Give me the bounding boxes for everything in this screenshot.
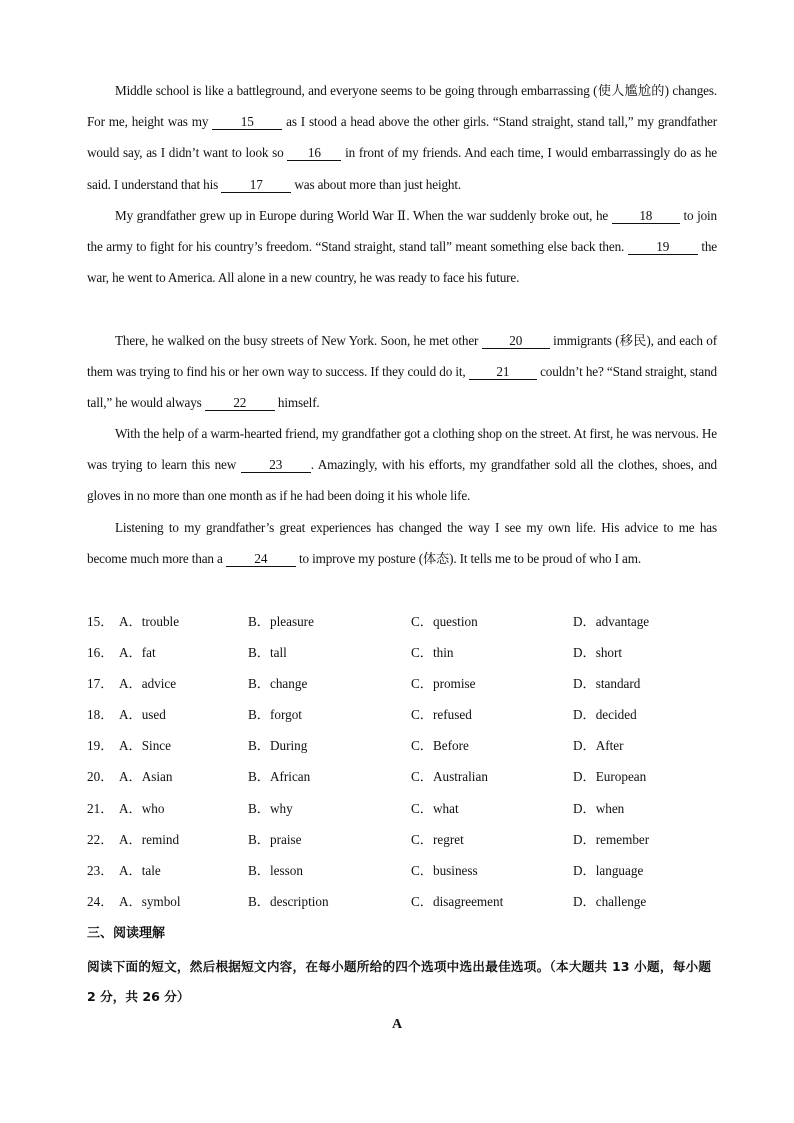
option-c: C．regret: [411, 831, 464, 847]
option-a: A．remind: [119, 831, 180, 847]
passage-paragraph-4: [87, 418, 717, 512]
text: was about more than just height.: [291, 176, 462, 192]
option-d: D．remember: [573, 831, 650, 847]
option-c: C．what: [411, 800, 459, 816]
blank-22: 22: [205, 395, 275, 411]
option-a: A．used: [119, 707, 166, 723]
passage-label: A: [391, 1017, 403, 1032]
blank-16: 16: [287, 145, 341, 161]
text: immigrants (移民), and each of them was trying to find his or her own way to success. If they could do it,: [87, 333, 717, 380]
option-b: B．lesson: [248, 862, 303, 878]
question-number: 22．: [87, 831, 114, 847]
blank-17: 17: [221, 177, 291, 193]
question-row-15: [87, 606, 727, 637]
question-row-23: [87, 855, 727, 886]
text: couldn’t he? “Stand straight, stand tall,” he would always: [87, 364, 718, 411]
option-b: B．change: [248, 676, 308, 692]
question-row-24: [87, 886, 727, 917]
option-d: D．language: [573, 862, 644, 878]
option-a: A．Asian: [119, 769, 173, 785]
text: to improve my posture (体态). It tells me to be proud of who I am.: [295, 551, 641, 567]
text: Listening to my grandfather’s great experiences has changed the way I see my own life. His advice to me has become much more than a: [87, 520, 717, 567]
section-instructions: 阅读下面的短文，然后根据短文内容，在每小题所给的四个选项中选出最佳选项。（本大题共 13 小题，每小题 2 分，共 26 分）: [87, 959, 711, 1004]
option-b: B．why: [248, 800, 293, 816]
question-row-21: [87, 793, 727, 824]
option-c: C．business: [411, 862, 478, 878]
option-b: B．During: [248, 738, 308, 754]
option-a: A．fat: [119, 645, 156, 661]
question-row-16: [87, 637, 727, 668]
text: in front of my friends. And each time, I would embarrassingly do as he said. I understand that his: [87, 145, 718, 192]
option-d: D．decided: [573, 707, 637, 723]
option-c: C．question: [411, 614, 478, 629]
text: With the help of a warm-hearted friend, my grandfather got a clothing shop on the street. At first, he was nervous. He was trying to learn this new: [87, 426, 717, 473]
question-row-22: [87, 824, 727, 855]
question-number: 21．: [87, 800, 114, 816]
option-b: B．pleasure: [248, 614, 314, 629]
option-c: C．promise: [411, 676, 476, 692]
text: as I stood a head above the other girls. “Stand straight, stand tall,” my grandfather would say, as I didn’t want to look so: [87, 114, 717, 161]
section-heading: 三、阅读理解: [87, 926, 166, 941]
option-d: D．standard: [573, 676, 641, 692]
passage-paragraph-3: [87, 325, 717, 419]
blank-21: 21: [469, 364, 537, 380]
passage-paragraph-2: [87, 200, 717, 294]
option-c: C．disagreement: [411, 893, 504, 909]
option-c: C．Australian: [411, 769, 488, 785]
text: Middle school is like a battleground, and everyone seems to be going through embarrassing (使人尴尬的) changes. For me, height was my: [87, 83, 717, 130]
question-number: 18．: [87, 707, 114, 723]
text: himself.: [274, 395, 320, 411]
passage-paragraph-1: [87, 75, 717, 200]
text: . Amazingly, with his efforts, my grandfather sold all the clothes, shoes, and gloves in no more than one month as if he had been doing it his whole life.: [87, 457, 717, 504]
option-a: A．trouble: [119, 614, 180, 629]
option-d: D．European: [573, 769, 647, 785]
option-c: C．thin: [411, 645, 454, 661]
question-number: 17．: [87, 676, 114, 692]
option-d: D．After: [573, 738, 624, 754]
option-a: A．tale: [119, 862, 161, 878]
question-number: 15．: [87, 614, 114, 629]
option-a: A．advice: [119, 676, 177, 692]
option-b: B．praise: [248, 831, 302, 847]
answer-options: [87, 606, 727, 917]
option-a: A．symbol: [119, 893, 181, 909]
question-number: 20．: [87, 769, 114, 785]
option-d: D．short: [573, 645, 623, 661]
option-a: A．who: [119, 800, 165, 816]
option-b: B．forgot: [248, 707, 302, 723]
option-d: D．advantage: [573, 614, 650, 629]
text: There, he walked on the busy streets of New York. Soon, he met other: [115, 333, 482, 348]
question-number: 16．: [87, 645, 114, 661]
text: the war, he went to America. All alone in a new country, he was ready to face his future.: [87, 239, 717, 286]
option-b: B．description: [248, 893, 329, 909]
blank-15: 15: [212, 114, 282, 130]
blank-23: 23: [241, 457, 311, 473]
blank-20: 20: [482, 333, 550, 349]
option-c: C．refused: [411, 707, 472, 723]
question-row-20: [87, 761, 727, 792]
option-d: D．challenge: [573, 893, 647, 909]
option-b: B．African: [248, 769, 311, 785]
question-number: 19．: [87, 738, 114, 754]
blank-19: 19: [628, 239, 698, 255]
passage-paragraph-5: [87, 512, 717, 574]
option-d: D．when: [573, 800, 625, 816]
question-number: 23．: [87, 862, 114, 878]
question-row-19: [87, 730, 727, 761]
question-row-17: [87, 668, 727, 699]
option-b: B．tall: [248, 645, 287, 661]
question-number: 24．: [87, 893, 114, 909]
text: to join the army to fight for his country’s freedom. “Stand straight, stand tall” meant something else back then.: [87, 208, 717, 255]
text: My grandfather grew up in Europe during World War Ⅱ. When the war suddenly broke out, he: [115, 208, 612, 223]
option-c: C．Before: [411, 738, 469, 754]
question-row-18: [87, 699, 727, 730]
blank-24: 24: [226, 551, 296, 567]
option-a: A．Since: [119, 738, 172, 754]
blank-18: 18: [612, 208, 680, 224]
